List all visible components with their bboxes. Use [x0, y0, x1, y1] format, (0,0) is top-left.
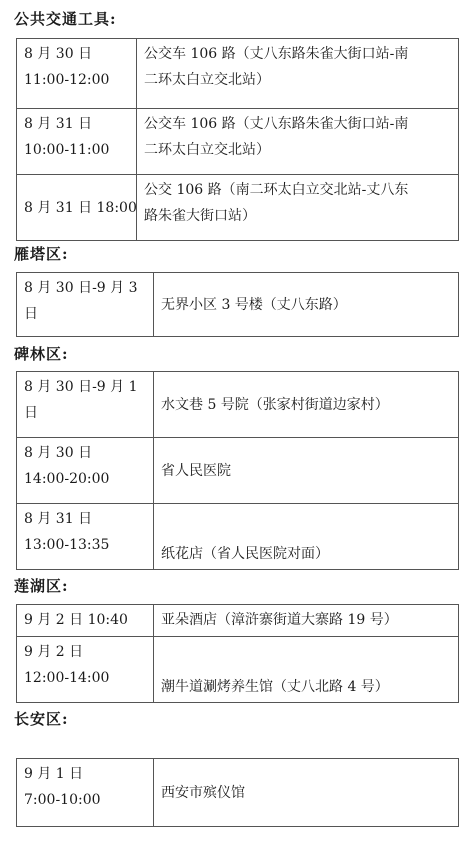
place-line: 西安市殡仪馆: [161, 784, 245, 801]
time-line: 9 月 1 日: [24, 766, 84, 782]
place-line: 水文巷 5 号院（张家村街道边家村）: [161, 396, 389, 413]
time-line: 8 月 30 日-9 月 3: [24, 280, 138, 296]
place-cell: [154, 605, 459, 637]
time-cell: [17, 504, 154, 570]
place-line: 二环太白立交北站）: [144, 72, 270, 88]
time-line: 11:00-12:00: [24, 72, 110, 88]
time-cell: [17, 39, 137, 109]
place-cell: [154, 372, 459, 438]
time-line: 13:00-13:35: [24, 537, 110, 553]
time-cell: [17, 605, 154, 637]
place-line: 路朱雀大街口站）: [144, 208, 256, 224]
time-line: 12:00-14:00: [24, 670, 110, 686]
time-cell: [17, 109, 137, 175]
time-line: 8 月 30 日: [24, 46, 93, 62]
table-row: [17, 109, 459, 175]
place-line: 省人民医院: [161, 462, 231, 479]
time-cell: [17, 759, 154, 827]
changan-table: [16, 758, 459, 827]
yanta-table: [16, 272, 459, 337]
section-heading-lianhu: 莲湖区:: [14, 577, 69, 595]
place-cell: [137, 39, 459, 109]
table-row: [17, 637, 459, 703]
place-line: 亚朵酒店（漳浒寨街道大寨路 19 号）: [161, 612, 398, 628]
place-cell: [154, 438, 459, 504]
table-row: [17, 759, 459, 827]
time-cell: [17, 372, 154, 438]
time-line: 8 月 31 日: [24, 116, 93, 132]
place-line: 公交车 106 路（丈八东路朱雀大街口站-南: [144, 116, 409, 132]
time-line: 9 月 2 日 10:40: [24, 612, 128, 628]
table-row: [17, 605, 459, 637]
table-row: [17, 273, 459, 337]
time-line: 8 月 30 日-9 月 1: [24, 379, 138, 395]
time-line: 10:00-11:00: [24, 142, 110, 158]
time-line: 9 月 2 日: [24, 644, 84, 660]
time-cell: [17, 637, 154, 703]
table-row: [17, 438, 459, 504]
beilin-table: [16, 371, 459, 570]
time-line: 14:00-20:00: [24, 471, 110, 487]
section-heading-yanta: 雁塔区:: [14, 245, 69, 263]
time-cell: [17, 175, 137, 241]
place-line: 公交车 106 路（丈八东路朱雀大街口站-南: [144, 46, 409, 62]
place-line: 潮牛道涮烤养生馆（丈八北路 4 号）: [161, 679, 389, 695]
table-row: [17, 372, 459, 438]
place-cell: [137, 109, 459, 175]
time-cell: [17, 438, 154, 504]
place-line: 无界小区 3 号楼（丈八东路）: [161, 296, 347, 313]
table-row: [17, 504, 459, 570]
place-line: 二环太白立交北站）: [144, 142, 270, 158]
time-line: 8 月 31 日 18:00: [24, 199, 137, 216]
place-cell: [154, 759, 459, 827]
place-cell: [137, 175, 459, 241]
table-row: [17, 39, 459, 109]
time-cell: [17, 273, 154, 337]
section-heading-beilin: 碑林区:: [14, 345, 69, 363]
section-heading-public-transport: 公共交通工具:: [14, 10, 117, 28]
lianhu-table: [16, 604, 459, 703]
table-row: [17, 175, 459, 241]
place-cell: [154, 504, 459, 570]
section-heading-changan: 长安区:: [14, 710, 69, 728]
place-cell: [154, 637, 459, 703]
time-line: 8 月 30 日: [24, 445, 93, 461]
place-line: 公交 106 路（南二环太白立交北站-丈八东: [144, 182, 409, 198]
time-line: 日: [24, 405, 38, 421]
public-transport-table: [16, 38, 459, 241]
place-line: 纸花店（省人民医院对面）: [161, 546, 329, 562]
time-line: 日: [24, 306, 38, 322]
place-cell: [154, 273, 459, 337]
time-line: 8 月 31 日: [24, 511, 93, 527]
time-line: 7:00-10:00: [24, 792, 101, 808]
